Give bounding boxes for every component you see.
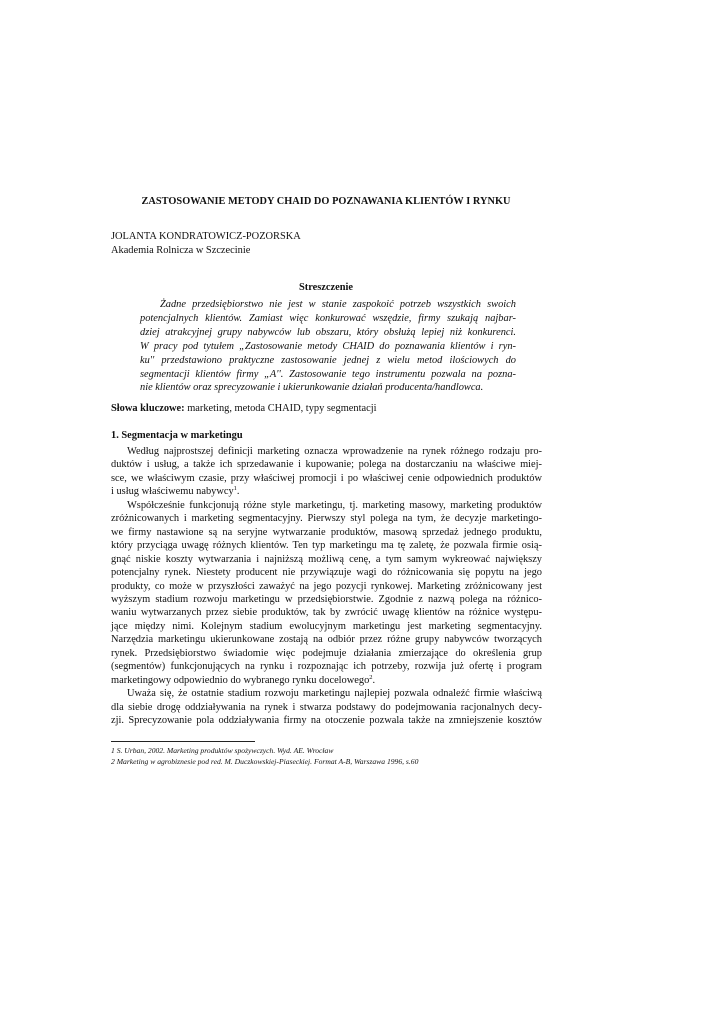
- body-line: [111, 580, 542, 593]
- body-line: [111, 660, 542, 673]
- body-line: [111, 499, 542, 512]
- footnote-separator: [111, 741, 255, 742]
- abstract-line: Żadne przedsiębiorstwo nie jest w stanie zaspokoić potrzeb wszystkich swoich: [160, 299, 516, 310]
- body-line: marketingowy odpowiednio do wybranego rynku docelowego$^2$.: [111, 673, 376, 686]
- body-line-text: zróżnicowanych i marketing segmentacyjny. Pierwszy styl polega na tym, że decyzje marketingo-: [111, 513, 542, 525]
- footnote-1: 1 S. Urban, 2002. Marketing produktów spożywczych. Wyd. AE. Wrocław: [111, 746, 334, 755]
- body-line: [111, 633, 542, 646]
- body-line: i usług właściwemu nabywcy$^1$.: [111, 485, 240, 498]
- keywords-text: marketing, metoda CHAID, typy segmentacji: [184, 403, 377, 414]
- body-line: [111, 566, 542, 579]
- body-line: [111, 445, 542, 458]
- body-line-text: Współcześnie funkcjonują różne style marketingu, tj. marketing masowy, marketing produktów: [127, 499, 542, 511]
- body-line-text: produkty, co może w przyszłości zaważyć na jego pozycji rynkowej. Marketing zróżnicowany jest: [111, 580, 542, 592]
- section-heading: 1. Segmentacja w marketingu: [111, 430, 243, 441]
- abstract-line: segmentacji klientów firmy „A''. Zastosowanie tego instrumentu pozwala na pozna-: [140, 368, 516, 380]
- body-line: [111, 539, 542, 552]
- body-line-text: marketingowy odpowiednio do wybranego rynku docelowego: [111, 674, 370, 686]
- paper-title: ZASTOSOWANIE METODY CHAID DO POZNAWANIA KLIENTÓW I RYNKU: [141, 196, 511, 207]
- body-line-text: duktów i usług, a także ich sprzedawanie i kupowanie; polega na dostarczaniu na właściwe miej-: [111, 459, 542, 471]
- body-text: [111, 445, 542, 728]
- abstract-text: [140, 298, 516, 395]
- body-line: [111, 472, 542, 485]
- body-line-text: sce, we właściwym czasie, przy właściwej promocji i po właściwej cenie odpowiednich produktów: [111, 472, 542, 484]
- footnotes: [111, 745, 418, 767]
- body-line-text: waniu wytwarzanych przez siebie produktów, tak by zwrócić uwagę klientów na różnice występu-: [111, 607, 542, 619]
- body-line: [111, 701, 542, 714]
- footnote-ref: 2: [369, 673, 373, 681]
- keywords-label: Słowa kluczowe:: [111, 403, 185, 414]
- keywords: [111, 403, 377, 414]
- body-line-text: Narzędzia marketingu ukierunkowane zostają na odbiór przez różne grupy nabywców tworzących: [111, 634, 542, 646]
- body-line-text: Według najprostszej definicji marketing oznacza wprowadzenie na rynek różnego rodzaju pro-: [127, 446, 542, 457]
- body-line-text: dla siebie drogę oddziaływania na rynek i stwarza podstawy do podejmowania racjonalnych decy-: [111, 701, 542, 713]
- body-line: [111, 512, 542, 525]
- body-line-text: i usług właściwemu nabywcy: [111, 486, 234, 498]
- body-line: [111, 620, 542, 633]
- footnote-ref: 1: [233, 485, 237, 493]
- body-line-text: potencjalny rynek. Niestety producent nie przywiązuje wagi do różnicowania się popytu na jego: [111, 567, 542, 579]
- body-line: [111, 553, 542, 566]
- body-line-text: gnąć niskie koszty wytwarzania i najniższą możliwą cenę, a tym samym wykreować największy: [111, 553, 542, 565]
- abstract-line: potencjalnych klientów. Zamiast więc konkurować wszędzie, firmy szukają najbar-: [140, 312, 516, 324]
- body-line: [111, 593, 542, 606]
- body-line: [111, 714, 542, 727]
- body-line-text: zji. Sprecyzowanie pola oddziaływania firmy na otoczenie pozwala także na zmniejszenie kosztów: [111, 715, 542, 727]
- body-line-text: rynek. Przedsiębiorstwo świadomie więc podejmuje działania zmierzające do określenia grup: [111, 647, 542, 659]
- abstract-line: W pracy pod tytułem „Zastosowanie metody CHAID do poznawania klientów i ryn-: [140, 340, 516, 352]
- author-name: JOLANTA KONDRATOWICZ-POZORSKA: [111, 231, 301, 242]
- body-line: [111, 458, 542, 471]
- body-line-text: wyższym stadium rozwoju marketingu w przedsiębiorstwie. Zgodnie z nazwą polega na różnico-: [111, 593, 542, 605]
- abstract-line: dziej atrakcyjnej grupy nabywców lub obszaru, który obsłużą lepiej niż konkurenci.: [140, 326, 516, 338]
- body-line-text: jące między nimi. Kolejnym stadium ewolucyjnym marketingu jest marketing segmentacyjny.: [111, 620, 542, 632]
- body-line-text: we firmy nastawione są na seryjne wytwarzanie produktów, masową sprzedaż jednego produktu,: [111, 526, 542, 538]
- body-line: [111, 606, 542, 619]
- abstract-heading: Streszczenie: [298, 282, 354, 293]
- footnote-2: 2 Marketing w agrobiznesie pod red. M. Duczkowskiej-Piaseckiej. Format A-B, Warszawa 1996, s.60: [111, 757, 419, 766]
- body-line: [111, 687, 542, 700]
- author-block: [111, 230, 301, 257]
- abstract-line: nie klientów oraz sprecyzowanie i ukierunkowanie działań producenta/handlowca.: [140, 382, 484, 394]
- body-line-text: który przyciąga uwagę różnych klientów. Ten typ marketingu ma tę zaletę, że pozwala firmie osią-: [111, 540, 542, 552]
- body-line-text: (segmentów) funkcjonujących na rynku i rozpoznając ich potrzeby, rozwija już ofertę i program: [111, 661, 542, 673]
- body-line: [111, 647, 542, 660]
- abstract-line: ku'' przedstawiono praktyczne zastosowanie jednej z wielu metod ilościowych do: [140, 354, 516, 366]
- body-line-text: Uważa się, że ostatnie stadium rozwoju marketingu najlepiej pozwala odnaleźć firmie właściwą: [127, 688, 542, 700]
- author-affiliation: Akademia Rolnicza w Szczecinie: [111, 244, 251, 256]
- body-line: [111, 526, 542, 539]
